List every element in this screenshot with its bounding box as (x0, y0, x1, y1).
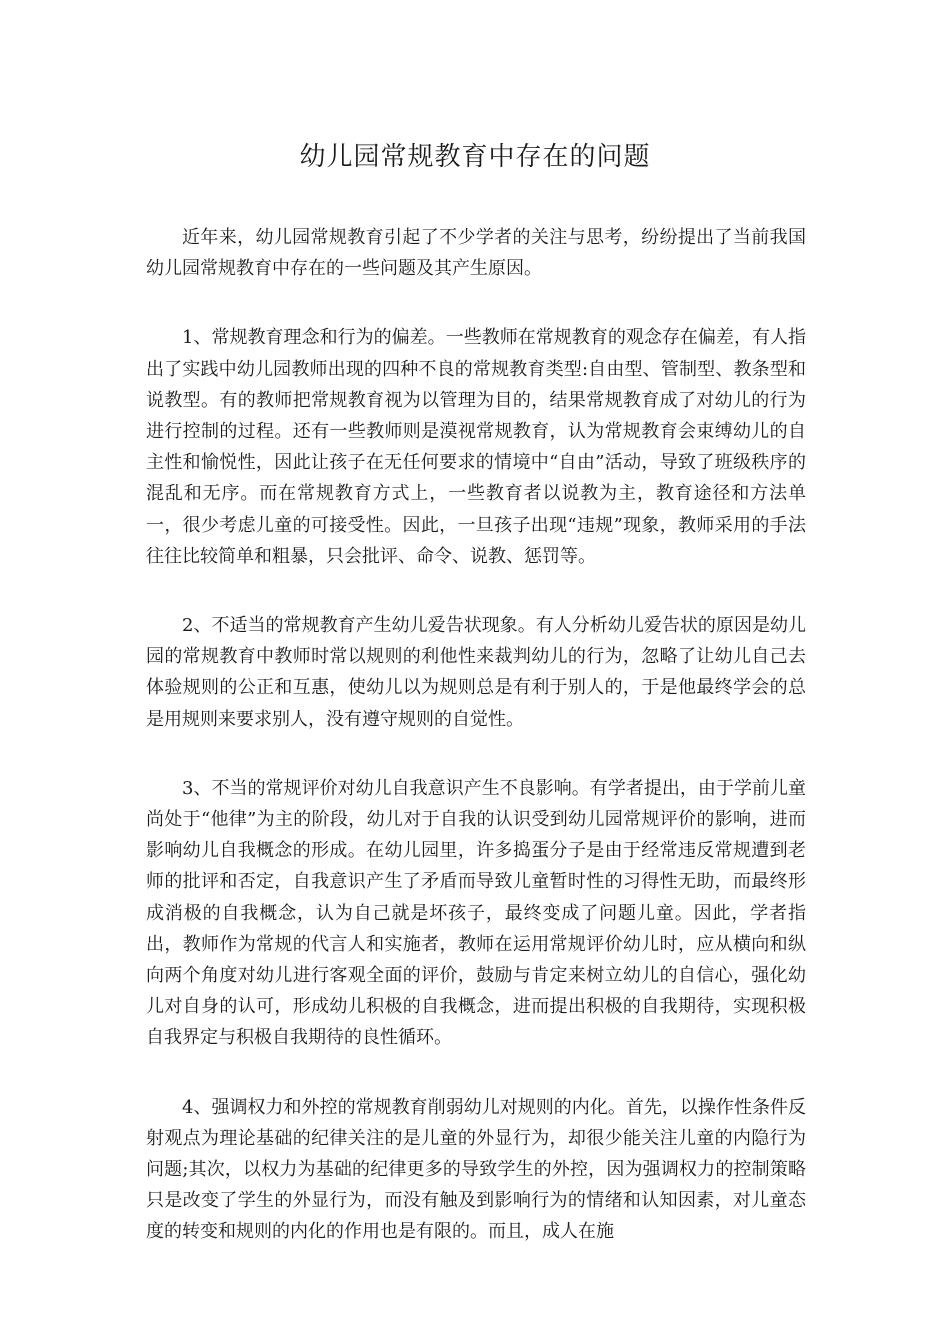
paragraph-1: 1、常规教育理念和行为的偏差。一些教师在常规教育的观念存在偏差，有人指出了实践中幼儿园教师出现的四种不良的常规教育类型:自由型、管制型、教条型和说教型。有的教师把常规教育视为以管理为目的，结果常规教育成了对幼儿的行为进行控制的过程。还有一些教师则是漠视常规教育，认为常规教育会束缚幼儿的自主性和愉悦性，因此让孩子在无任何要求的情境中“自由”活动，导致了班级秩序的混乱和无序。而在常规教育方式上，一些教育者以说教为主，教育途径和方法单一，很少考虑儿童的可接受性。因此，一旦孩子出现“违规”现象，教师采用的手法往往比较简单和粗暴，只会批评、命令、说教、惩罚等。 (146, 327, 806, 567)
document-body (146, 222, 806, 1286)
paragraph-3: 3、不当的常规评价对幼儿自我意识产生不良影响。有学者提出，由于学前儿童尚处于“他律”为主的阶段，幼儿对于自我的认识受到幼儿园常规评价的影响，进而影响幼儿自我概念的形成。在幼儿园里，许多捣蛋分子是由于经常违反常规遭到老师的批评和否定，自我意识产生了矛盾而导致儿童暂时性的习得性无助，而最终形成消极的自我概念，认为自己就是坏孩子，最终变成了问题儿童。因此，学者指出，教师作为常规的代言人和实施者，教师在运用常规评价幼儿时，应从横向和纵向两个角度对幼儿进行客观全面的评价，鼓励与肯定来树立幼儿的自信心，强化幼儿对自身的认可，形成幼儿积极的自我概念，进而提出积极的自我期待，实现积极自我界定与积极自我期待的良性循环。 (146, 777, 806, 1049)
paragraph-2: 2、不适当的常规教育产生幼儿爱告状现象。有人分析幼儿爱告状的原因是幼儿园的常规教育中教师时常以规则的利他性来裁判幼儿的行为，忽略了让幼儿自己去体验规则的公正和互惠，使幼儿以为规则总是有利于别人的，于是他最终学会的总是用规则来要求别人，没有遵守规则的自觉性。 (146, 615, 806, 730)
paragraph-intro: 近年来，幼儿园常规教育引起了不少学者的关注与思考，纷纷提出了当前我国幼儿园常规教育中存在的一些问题及其产生原因。 (146, 227, 806, 280)
document-title: 幼儿园常规教育中存在的问题 (299, 142, 651, 172)
paragraph-4: 4、强调权力和外控的常规教育削弱幼儿对规则的内化。首先，以操作性条件反射观点为理论基础的纪律关注的是儿童的外显行为，却很少能关注儿童的内隐行为问题;其次，以权力为基础的纪律更多的导致学生的外控，因为强调权力的控制策略只是改变了学生的外显行为，而没有触及到影响行为的情绪和认知因素，对儿童态度的转变和规则的内化的作用也是有限的。而且，成人在施 (146, 1096, 806, 1243)
